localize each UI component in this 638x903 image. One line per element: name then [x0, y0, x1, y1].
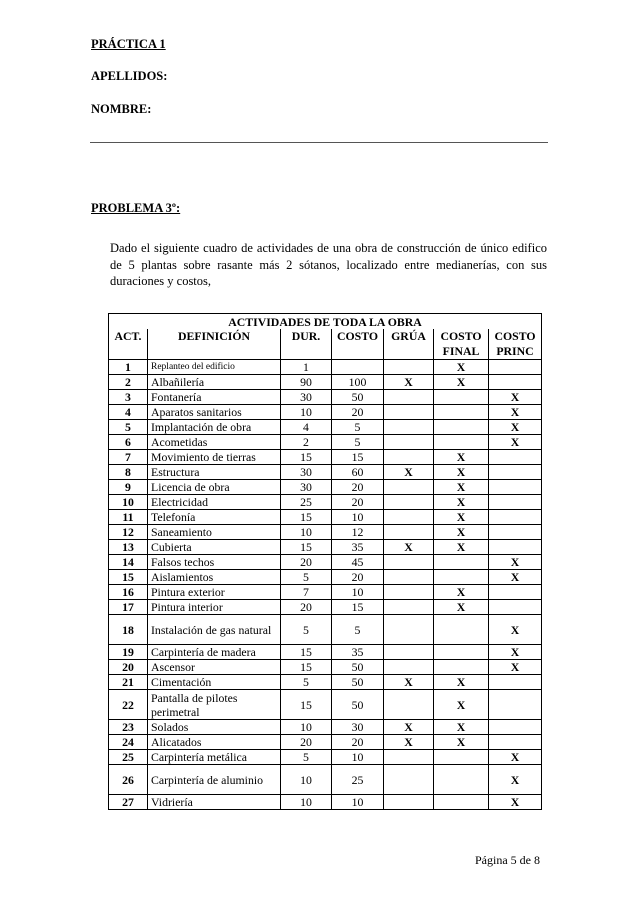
cell-def: Acometidas [148, 435, 281, 450]
cell-act: 19 [109, 645, 148, 660]
table-row [109, 795, 542, 810]
cell-final: X [434, 735, 489, 750]
column-header: COSTO [332, 329, 384, 360]
cell-def: Alicatados [148, 735, 281, 750]
cell-act: 14 [109, 555, 148, 570]
problem-intro-text: Dado el siguiente cuadro de actividades de una obra de construcción de único edifico de 5 plantas sobre rasante más 2 sótanos, localizado entre medianerías, con sus duraciones y costos, [110, 241, 547, 288]
cell-grua [384, 510, 434, 525]
cell-princ: X [489, 795, 542, 810]
table-column-headers [109, 329, 542, 360]
cell-act: 20 [109, 660, 148, 675]
cell-dur: 20 [281, 555, 332, 570]
cell-dur: 10 [281, 795, 332, 810]
cell-princ [489, 540, 542, 555]
cell-final: X [434, 675, 489, 690]
cell-grua: X [384, 720, 434, 735]
cell-def: Ascensor [148, 660, 281, 675]
cell-act: 5 [109, 420, 148, 435]
cell-grua [384, 660, 434, 675]
cell-costo: 25 [332, 765, 384, 795]
column-header: ACT. [109, 329, 148, 360]
column-header: DEFINICIÓN [148, 329, 281, 360]
cell-act: 11 [109, 510, 148, 525]
cell-dur: 5 [281, 615, 332, 645]
cell-dur: 90 [281, 375, 332, 390]
cell-grua [384, 405, 434, 420]
cell-costo: 20 [332, 735, 384, 750]
cell-act: 4 [109, 405, 148, 420]
table-row [109, 510, 542, 525]
cell-princ [489, 465, 542, 480]
column-header: COSTO FINAL [434, 329, 489, 360]
cell-grua [384, 360, 434, 375]
table-row [109, 555, 542, 570]
table-row [109, 585, 542, 600]
cell-grua [384, 480, 434, 495]
cell-dur: 5 [281, 675, 332, 690]
cell-act: 3 [109, 390, 148, 405]
table-row [109, 660, 542, 675]
cell-costo: 20 [332, 480, 384, 495]
surnames-label: APELLIDOS: [91, 69, 168, 83]
cell-dur: 15 [281, 690, 332, 720]
cell-costo [332, 360, 384, 375]
cell-final: X [434, 690, 489, 720]
cell-def: Albañilería [148, 375, 281, 390]
table-title: ACTIVIDADES DE TODA LA OBRA [109, 314, 542, 330]
cell-act: 2 [109, 375, 148, 390]
cell-dur: 15 [281, 450, 332, 465]
cell-grua: X [384, 465, 434, 480]
cell-final: X [434, 510, 489, 525]
cell-def: Carpintería de aluminio [148, 765, 281, 795]
table-row [109, 360, 542, 375]
cell-grua: X [384, 675, 434, 690]
cell-costo: 50 [332, 675, 384, 690]
cell-dur: 30 [281, 390, 332, 405]
activities-table [108, 313, 542, 810]
table-row [109, 375, 542, 390]
cell-dur: 15 [281, 510, 332, 525]
cell-princ: X [489, 435, 542, 450]
cell-grua [384, 555, 434, 570]
table-row [109, 750, 542, 765]
table-row [109, 540, 542, 555]
cell-dur: 15 [281, 540, 332, 555]
table-body [109, 360, 542, 810]
cell-dur: 25 [281, 495, 332, 510]
cell-costo: 100 [332, 375, 384, 390]
cell-costo: 35 [332, 540, 384, 555]
cell-princ: X [489, 555, 542, 570]
column-header: GRÚA [384, 329, 434, 360]
cell-princ [489, 690, 542, 720]
table-row [109, 720, 542, 735]
table-row [109, 435, 542, 450]
cell-act: 1 [109, 360, 148, 375]
cell-princ [489, 360, 542, 375]
cell-princ: X [489, 570, 542, 585]
cell-dur: 10 [281, 405, 332, 420]
cell-costo: 10 [332, 585, 384, 600]
cell-princ: X [489, 750, 542, 765]
cell-costo: 5 [332, 615, 384, 645]
cell-princ [489, 675, 542, 690]
cell-final [434, 420, 489, 435]
cell-princ: X [489, 420, 542, 435]
cell-def: Carpintería de madera [148, 645, 281, 660]
cell-princ: X [489, 405, 542, 420]
cell-act: 18 [109, 615, 148, 645]
cell-dur: 20 [281, 735, 332, 750]
horizontal-divider [90, 142, 548, 143]
cell-grua [384, 435, 434, 450]
cell-act: 15 [109, 570, 148, 585]
table-row [109, 615, 542, 645]
cell-def: Estructura [148, 465, 281, 480]
cell-costo: 12 [332, 525, 384, 540]
cell-costo: 5 [332, 435, 384, 450]
cell-grua [384, 795, 434, 810]
cell-def: Saneamiento [148, 525, 281, 540]
table-row [109, 495, 542, 510]
cell-princ: X [489, 765, 542, 795]
cell-princ [489, 525, 542, 540]
cell-costo: 50 [332, 690, 384, 720]
column-header: COSTO PRINC [489, 329, 542, 360]
cell-princ: X [489, 390, 542, 405]
cell-final [434, 645, 489, 660]
cell-final: X [434, 600, 489, 615]
table-row [109, 690, 542, 720]
cell-def: Pintura interior [148, 600, 281, 615]
cell-act: 24 [109, 735, 148, 750]
cell-final: X [434, 450, 489, 465]
cell-costo: 10 [332, 750, 384, 765]
cell-act: 16 [109, 585, 148, 600]
cell-princ: X [489, 615, 542, 645]
cell-dur: 30 [281, 480, 332, 495]
cell-grua [384, 600, 434, 615]
cell-final: X [434, 360, 489, 375]
table-row [109, 675, 542, 690]
cell-grua [384, 450, 434, 465]
cell-dur: 30 [281, 465, 332, 480]
cell-final [434, 660, 489, 675]
cell-final [434, 765, 489, 795]
table-row [109, 465, 542, 480]
table-row [109, 570, 542, 585]
cell-grua [384, 615, 434, 645]
cell-final: X [434, 495, 489, 510]
cell-act: 21 [109, 675, 148, 690]
cell-costo: 20 [332, 495, 384, 510]
cell-costo: 20 [332, 405, 384, 420]
cell-final: X [434, 525, 489, 540]
cell-act: 25 [109, 750, 148, 765]
cell-final [434, 615, 489, 645]
cell-dur: 2 [281, 435, 332, 450]
cell-def: Cimentación [148, 675, 281, 690]
cell-grua [384, 570, 434, 585]
practice-title: PRÁCTICA 1 [91, 37, 166, 51]
cell-def: Carpintería metálica [148, 750, 281, 765]
cell-def: Electricidad [148, 495, 281, 510]
cell-grua [384, 645, 434, 660]
cell-dur: 10 [281, 525, 332, 540]
cell-costo: 15 [332, 600, 384, 615]
cell-dur: 7 [281, 585, 332, 600]
cell-grua [384, 750, 434, 765]
cell-dur: 10 [281, 720, 332, 735]
cell-act: 26 [109, 765, 148, 795]
cell-def: Movimiento de tierras [148, 450, 281, 465]
cell-def: Pintura exterior [148, 585, 281, 600]
cell-costo: 30 [332, 720, 384, 735]
cell-def: Fontanería [148, 390, 281, 405]
cell-princ [489, 495, 542, 510]
cell-costo: 50 [332, 660, 384, 675]
cell-def: Implantación de obra [148, 420, 281, 435]
cell-grua: X [384, 375, 434, 390]
cell-act: 13 [109, 540, 148, 555]
cell-costo: 45 [332, 555, 384, 570]
cell-final [434, 555, 489, 570]
page-number: Página 5 de 8 [475, 853, 540, 867]
table-row [109, 450, 542, 465]
cell-def: Vidriería [148, 795, 281, 810]
cell-act: 9 [109, 480, 148, 495]
table-row [109, 765, 542, 795]
cell-act: 17 [109, 600, 148, 615]
cell-final: X [434, 585, 489, 600]
problem-title: PROBLEMA 3º: [91, 201, 181, 215]
cell-grua: X [384, 540, 434, 555]
cell-princ [489, 510, 542, 525]
cell-grua [384, 765, 434, 795]
cell-costo: 5 [332, 420, 384, 435]
cell-def: Pantalla de pilotes perimetral [148, 690, 281, 720]
cell-final [434, 795, 489, 810]
cell-def: Instalación de gas natural [148, 615, 281, 645]
cell-grua [384, 525, 434, 540]
cell-final [434, 570, 489, 585]
cell-costo: 10 [332, 510, 384, 525]
cell-princ [489, 585, 542, 600]
cell-dur: 20 [281, 600, 332, 615]
cell-princ [489, 450, 542, 465]
cell-dur: 15 [281, 660, 332, 675]
cell-def: Telefonía [148, 510, 281, 525]
cell-grua [384, 390, 434, 405]
cell-princ: X [489, 645, 542, 660]
table-row [109, 405, 542, 420]
column-header: DUR. [281, 329, 332, 360]
cell-act: 12 [109, 525, 148, 540]
cell-dur: 4 [281, 420, 332, 435]
cell-act: 10 [109, 495, 148, 510]
cell-def: Cubierta [148, 540, 281, 555]
cell-final [434, 390, 489, 405]
cell-dur: 1 [281, 360, 332, 375]
cell-costo: 35 [332, 645, 384, 660]
name-label: NOMBRE: [91, 102, 152, 116]
cell-act: 8 [109, 465, 148, 480]
cell-princ [489, 720, 542, 735]
table-row [109, 420, 542, 435]
cell-costo: 60 [332, 465, 384, 480]
cell-grua: X [384, 735, 434, 750]
cell-grua [384, 585, 434, 600]
cell-final: X [434, 720, 489, 735]
cell-final [434, 435, 489, 450]
cell-princ [489, 735, 542, 750]
table-row [109, 480, 542, 495]
cell-costo: 50 [332, 390, 384, 405]
table-row [109, 390, 542, 405]
cell-def: Aparatos sanitarios [148, 405, 281, 420]
table-row [109, 600, 542, 615]
cell-final [434, 750, 489, 765]
cell-act: 23 [109, 720, 148, 735]
table-row [109, 645, 542, 660]
cell-def: Licencia de obra [148, 480, 281, 495]
cell-costo: 20 [332, 570, 384, 585]
cell-final: X [434, 540, 489, 555]
cell-act: 6 [109, 435, 148, 450]
cell-grua [384, 495, 434, 510]
cell-act: 27 [109, 795, 148, 810]
cell-princ [489, 480, 542, 495]
cell-grua [384, 420, 434, 435]
cell-dur: 5 [281, 750, 332, 765]
cell-dur: 5 [281, 570, 332, 585]
cell-final: X [434, 375, 489, 390]
cell-act: 22 [109, 690, 148, 720]
cell-act: 7 [109, 450, 148, 465]
table-row [109, 525, 542, 540]
cell-def: Solados [148, 720, 281, 735]
cell-def: Falsos techos [148, 555, 281, 570]
cell-dur: 15 [281, 645, 332, 660]
cell-princ [489, 375, 542, 390]
table-row [109, 735, 542, 750]
cell-costo: 10 [332, 795, 384, 810]
cell-princ [489, 600, 542, 615]
cell-final: X [434, 465, 489, 480]
cell-costo: 15 [332, 450, 384, 465]
cell-princ: X [489, 660, 542, 675]
cell-final: X [434, 480, 489, 495]
cell-final [434, 405, 489, 420]
cell-grua [384, 690, 434, 720]
cell-dur: 10 [281, 765, 332, 795]
cell-def: Replanteo del edificio [148, 360, 281, 375]
cell-def: Aislamientos [148, 570, 281, 585]
